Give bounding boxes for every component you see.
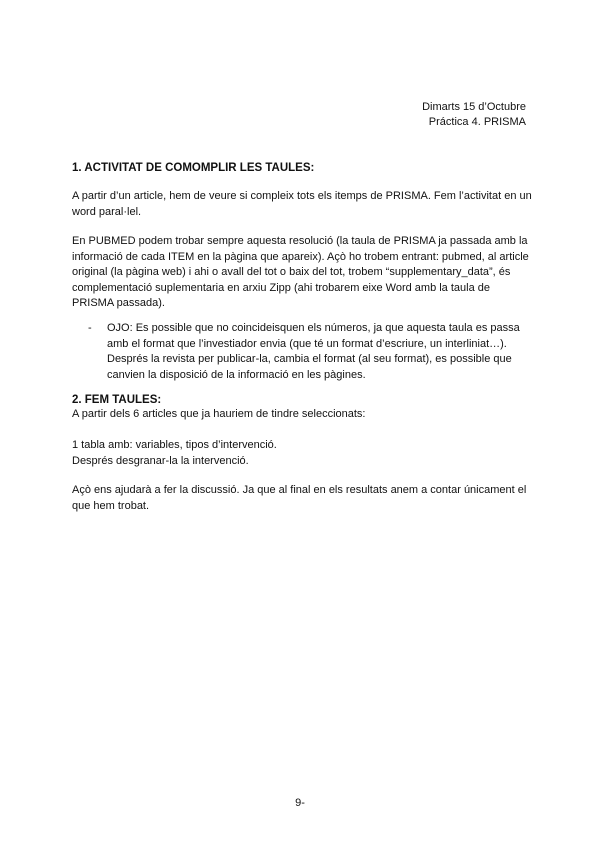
page-number: 9- xyxy=(295,797,305,809)
section-1-paragraph-2 xyxy=(72,234,532,312)
header-date: Dimarts 15 d’Octubre xyxy=(422,101,526,113)
line-1-text: 1 tabla amb: variables, tipos d’intervenció. xyxy=(72,439,277,451)
bullet-marker: - xyxy=(88,322,92,334)
paragraph-text: A partir dels 6 articles que ja hauriem de tindre seleccionats: xyxy=(72,408,366,420)
paragraph-text: En PUBMED podem trobar sempre aquesta resolució (la taula de PRISMA ja passada amb la informació de cada ITEM en la pàgina que apareix). Açò ho trobem entrant: pubmed, al article original (la pàgina web) i ahi o avall del tot o baix del tot, trobem “supplementary_data”, és complementació suplementaria en arxiu Zipp (ahi trobarem eixe Word amb la taula de PRISMA passada). xyxy=(72,235,529,309)
paragraph-text: A partir d’un article, hem de veure si compleix tots els itemps de PRISMA. Fem l’activitat en un word paral·lel. xyxy=(72,190,532,218)
document-header xyxy=(422,100,526,130)
section-1-heading: 1. ACTIVITAT DE COMOMPLIR LES TAULES: xyxy=(72,162,315,174)
header-subtitle: Práctica 4. PRISMA xyxy=(428,116,526,128)
section-1-bullet-item xyxy=(88,321,528,383)
line-2-text: Després desgranar-la la intervenció. xyxy=(72,454,249,467)
section-2-heading: 2. FEM TAULES: xyxy=(72,394,162,406)
section-2-intro xyxy=(72,407,532,423)
bullet-text: OJO: Es possible que no coincideisquen els números, ja que aquesta taula es passa amb el format que l’investiador envia (que té un format d’escriure, un interliniat…). Després la revista per publicar-la, cambia el format (al seu format), es possible que canvien la disposició de la informació en les pàgines. xyxy=(107,322,520,381)
section-2-paragraph-3 xyxy=(72,483,532,514)
paragraph-text: Açò ens ajudarà a fer la discussió. Ja que al final en els resultats anem a contar únicament el que hem trobat. xyxy=(72,484,527,512)
section-1-paragraph-1 xyxy=(72,189,532,220)
section-2-lines xyxy=(72,438,532,469)
